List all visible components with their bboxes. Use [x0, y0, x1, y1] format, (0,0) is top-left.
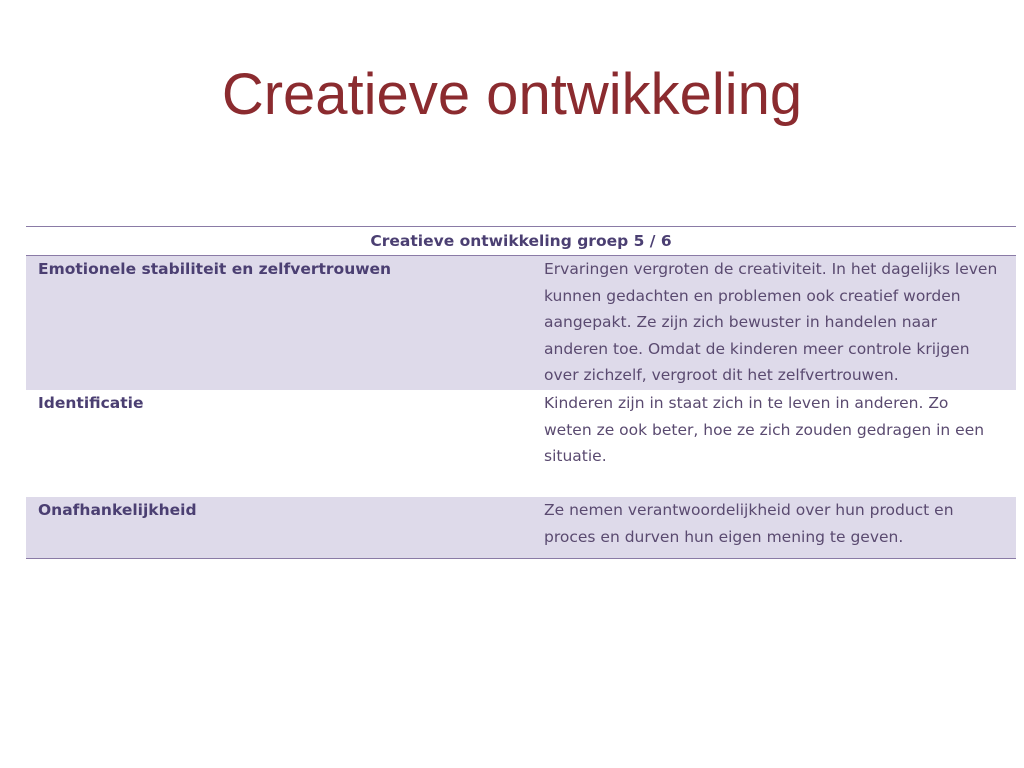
row-description: [534, 497, 1016, 559]
row-label: Emotionele stabiliteit en zelfvertrouwen: [26, 256, 534, 391]
slide-title: Creatieve ontwikkeling: [221, 62, 803, 127]
table-row: [26, 256, 1016, 391]
table-caption: Creatieve ontwikkeling groep 5 / 6: [26, 227, 1016, 256]
row-description-text: Kinderen zijn in staat zich in te leven in anderen. Zo weten ze ook beter, hoe ze zich zouden gedragen in een situatie.: [544, 394, 985, 465]
table-row: [26, 497, 1016, 559]
development-table-container: [26, 226, 1016, 559]
table-row: [26, 390, 1016, 497]
row-label: Onafhankelijkheid: [26, 497, 534, 559]
row-description-text: Ze nemen verantwoordelijkheid over hun product en proces en durven hun eigen mening te geven.: [544, 501, 954, 546]
row-description-text: Ervaringen vergroten de creativiteit. In het dagelijks leven kunnen gedachten en problemen ook creatief worden aangepakt. Ze zijn zich bewuster in handelen naar anderen toe. Omdat de kinderen meer controle krijgen over zichzelf, vergroot dit het zelfvertrouwen.: [544, 260, 998, 384]
row-description: [534, 256, 1016, 391]
table-header-row: [26, 227, 1016, 256]
row-label: Identificatie: [26, 390, 534, 497]
row-description: [534, 390, 1016, 497]
development-table: [26, 226, 1016, 559]
